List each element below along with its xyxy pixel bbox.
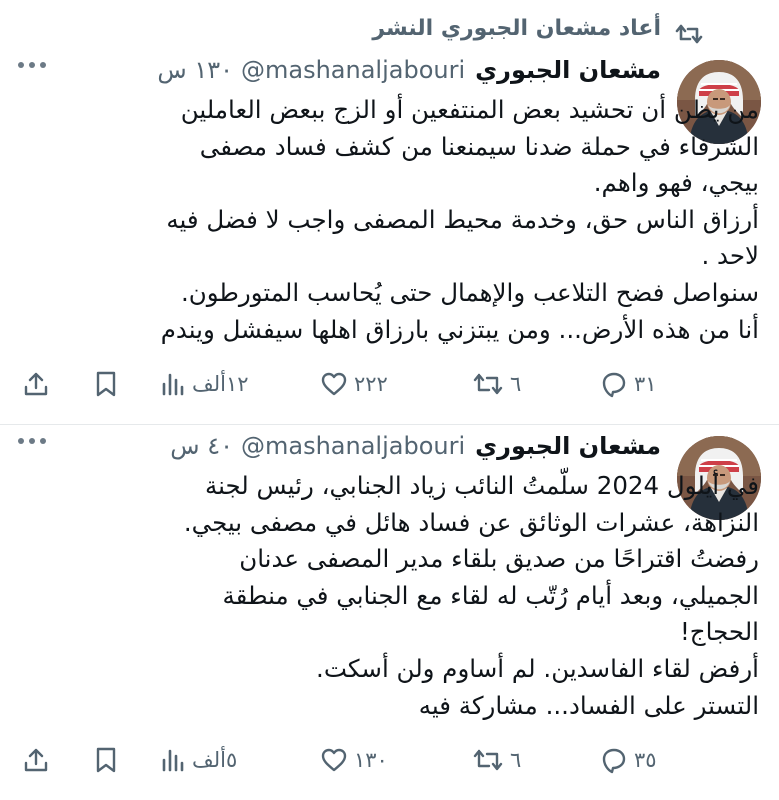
reply-count: ٣١ <box>634 372 657 396</box>
tweet-text-line: في أيلول 2024 سلّمتُ النائب زياد الجنابي، رئيس لجنة <box>204 471 759 500</box>
retweet-count: ٦ <box>510 748 522 772</box>
retweet-banner-text[interactable]: أعاد مشعان الجبوري النشر <box>372 16 661 41</box>
bookmark-icon <box>94 746 118 774</box>
views-button[interactable] <box>160 740 237 780</box>
tweet-text-line: من يظن أن تحشيد بعض المنتفعين أو الزج ببعض العاملين <box>180 95 759 124</box>
retweet-button[interactable] <box>472 740 521 780</box>
retweet-icon <box>675 22 703 46</box>
heart-icon <box>320 746 348 774</box>
like-button[interactable] <box>320 364 388 404</box>
tweet-text-line: أنا من هذه الأرض... ومن يبتزني بارزاق اهلها سيفشل ويندم <box>160 314 759 344</box>
like-button[interactable] <box>320 740 388 780</box>
share-button[interactable] <box>22 740 50 780</box>
tweet-text-line: الشرفاء في حملة ضدنا سيمنعنا من كشف فساد مصفى <box>199 131 759 161</box>
views-button[interactable] <box>160 364 249 404</box>
tweet-text-line: بيجي، فهو واهم. <box>593 168 759 198</box>
tweet-text-line: أرزاق الناس حق، وخدمة محيط المصفى واجب لا فضل فيه <box>166 204 759 234</box>
tweet-text-line: الجميلي، وبعد أيام رُتّب له لقاء مع الجنابي في منطقة <box>222 580 759 610</box>
bookmark-icon <box>94 370 118 398</box>
like-count: ٢٢٢ <box>354 372 388 396</box>
bookmark-button[interactable] <box>94 364 118 404</box>
tweet-actions <box>0 364 779 404</box>
share-icon <box>22 746 50 774</box>
tweet-text <box>20 468 759 724</box>
views-chart-icon <box>160 370 186 398</box>
more-options-icon[interactable] <box>18 62 48 72</box>
views-count: ١٢ألف <box>192 372 249 396</box>
bookmark-button[interactable] <box>94 740 118 780</box>
tweet[interactable] <box>0 426 779 800</box>
author-name[interactable]: مشعان الجبوري <box>475 56 661 84</box>
tweet-text-line: أرفض لقاء الفاسدين. لم أساوم ولن أسكت. <box>316 653 759 683</box>
reply-icon <box>600 746 628 774</box>
reply-count: ٣٥ <box>634 748 657 772</box>
retweet-icon <box>472 370 504 398</box>
views-chart-icon <box>160 746 186 774</box>
tweet-text-line: التستر على الفساد... مشاركة فيه <box>418 690 759 720</box>
heart-icon <box>320 370 348 398</box>
tweet-text <box>20 92 759 348</box>
tweet-time[interactable]: ٤٠ س <box>170 432 233 460</box>
retweet-count: ٦ <box>510 372 522 396</box>
reply-icon <box>600 370 628 398</box>
share-icon <box>22 370 50 398</box>
author-handle[interactable]: @mashanaljabouri <box>240 56 466 84</box>
tweet-header <box>20 56 661 96</box>
tweet-text-line: سنواصل فضح التلاعب والإهمال حتى يُحاسب المتورطون. <box>180 277 759 307</box>
author-name[interactable]: مشعان الجبوري <box>475 432 661 460</box>
tweet[interactable] <box>0 50 779 425</box>
tweet-text-line: الحجاج! <box>679 617 759 647</box>
tweet-text-line: لاحد . <box>701 241 759 271</box>
reply-button[interactable] <box>600 740 657 780</box>
tweet-text-line: رفضتُ اقتراحًا من صديق بلقاء مدير المصفى عدنان <box>239 544 759 574</box>
retweet-icon <box>472 746 504 774</box>
more-options-icon[interactable] <box>18 438 48 448</box>
retweet-button[interactable] <box>472 364 521 404</box>
tweet-time[interactable]: ١٣٠ س <box>157 56 233 84</box>
author-handle[interactable]: @mashanaljabouri <box>240 432 466 460</box>
reply-button[interactable] <box>600 364 657 404</box>
tweet-actions <box>0 740 779 780</box>
tweet-header <box>20 432 661 472</box>
like-count: ١٣٠ <box>354 748 388 772</box>
tweet-text-line: النزاهة، عشرات الوثائق عن فساد هائل في مصفى بيجي. <box>183 507 759 537</box>
share-button[interactable] <box>22 364 50 404</box>
views-count: ٥ألف <box>192 748 238 772</box>
